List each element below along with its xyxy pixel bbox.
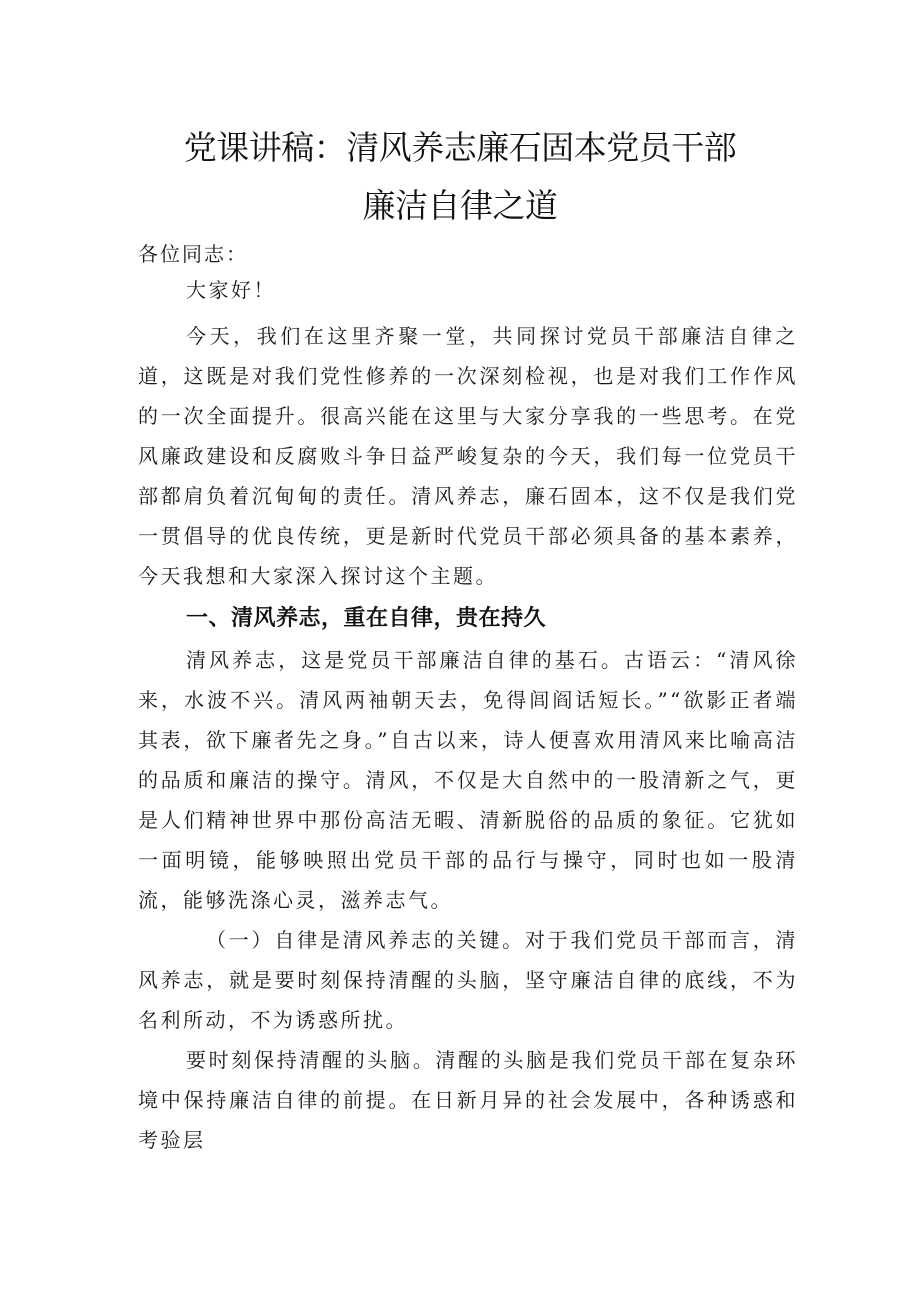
- intro-paragraph: 今天，我们在这里齐聚一堂，共同探讨党员干部廉洁自律之道，这既是对我们党性修养的一次深刻检视，也是对我们工作作风的一次全面提升。很高兴能在这里与大家分享我的一些思考。在党风廉政建设和反腐败斗争日益严峻复杂的今天，我们每一位党员干部都肩负着沉甸甸的责任。清风养志，廉石固本，这不仅是我们党一贯倡导的优良传统，更是新时代党员干部必须具备的基本素养，今天我想和大家深入探讨这个主题。: [138, 324, 798, 588]
- section1-subpoint-1: （一）自律是清风养志的关键。对于我们党员干部而言，清风养志，就是要时刻保持清醒的头脑，坚守廉洁自律的底线，不为名利所动，不为诱惑所扰。: [138, 928, 798, 1032]
- section1-paragraph-2: 要时刻保持清醒的头脑。清醒的头脑是我们党员干部在复杂环境中保持廉洁自律的前提。在日新月异的社会发展中，各种诱惑和考验层: [138, 1048, 798, 1152]
- salutation: 各位同志：: [138, 242, 248, 266]
- document-title-line-2: 廉洁自律之道: [362, 186, 558, 225]
- section-heading-1: 一、清风养志，重在自律，贵在持久: [186, 606, 547, 631]
- document-title-line-1: 党课讲稿：清风养志廉石固本党员干部: [183, 128, 737, 167]
- greeting-paragraph: 大家好！: [186, 278, 276, 302]
- section1-paragraph-1: 清风养志，这是党员干部廉洁自律的基石。古语云：“清风徐来，水波不兴。清风两袖朝天去，免得闾阎话短长。”“欲影正者端其表，欲下廉者先之身。”自古以来，诗人便喜欢用清风来比喻高洁的品质和廉洁的操守。清风，不仅是大自然中的一股清新之气，更是人们精神世界中那份高洁无暇、清新脱俗的品质的象征。它犹如一面明镜，能够映照出党员干部的品行与操守，同时也如一股清流，能够洗涤心灵，滋养志气。: [138, 648, 798, 912]
- document-body: [138, 270, 798, 1160]
